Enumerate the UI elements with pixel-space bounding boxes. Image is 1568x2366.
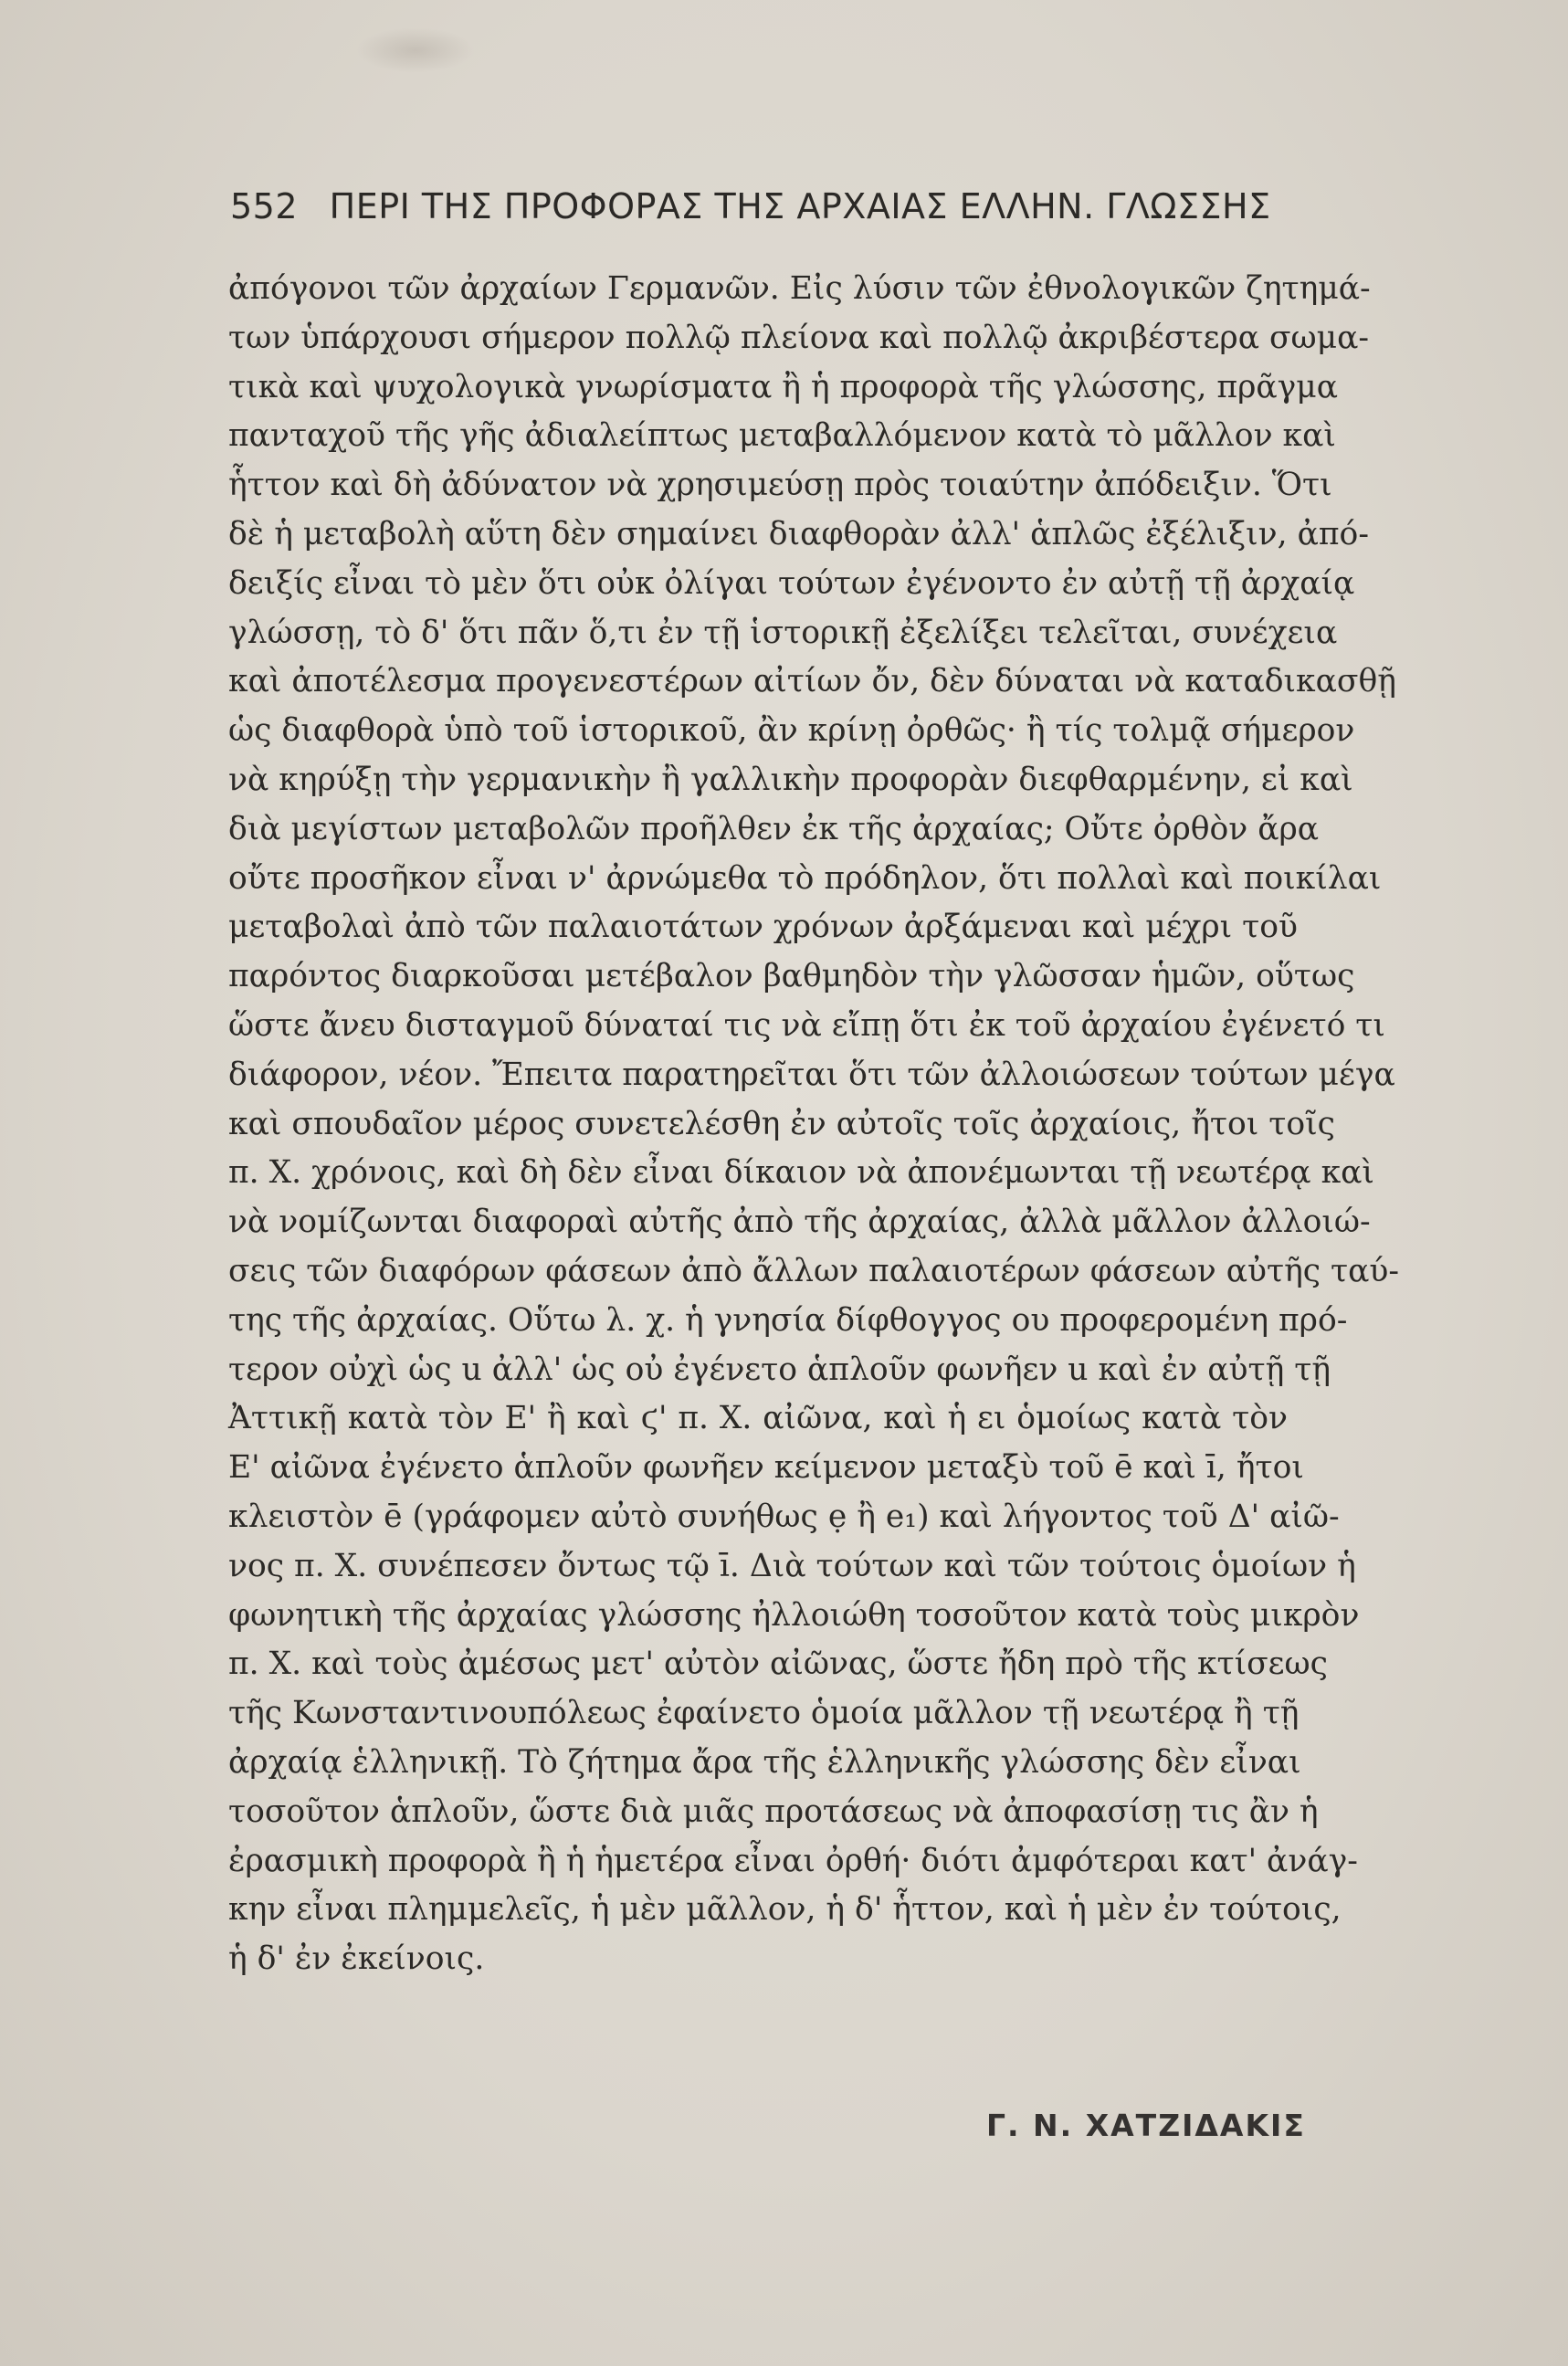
author-signature: Γ. Ν. ΧΑΤΖΙΔΑΚΙΣ: [986, 2108, 1306, 2143]
page-number: 552: [230, 186, 299, 226]
text-line: νὰ κηρύξῃ τὴν γερμανικὴν ἢ γαλλικὴν προφορὰν διεφθαρμένην, εἰ καὶ: [228, 761, 1353, 798]
text-line: σεις τῶν διαφόρων φάσεων ἀπὸ ἄλλων παλαιοτέρων φάσεων αὐτῆς ταύ-: [228, 1252, 1400, 1289]
text-line: π. Χ. καὶ τοὺς ἀμέσως μετ' αὐτὸν αἰῶνας, ὥστε ἤδη πρὸ τῆς κτίσεως: [228, 1646, 1328, 1683]
text-line: π. Χ. χρόνοις, καὶ δὴ δὲν εἶναι δίκαιον νὰ ἀπονέμωνται τῇ νεωτέρᾳ καὶ: [228, 1154, 1374, 1192]
text-line: μεταβολαὶ ἀπὸ τῶν παλαιοτάτων χρόνων ἀρξάμεναι καὶ μέχρι τοῦ: [228, 909, 1298, 946]
text-line: νὰ νομίζωνται διαφοραὶ αὐτῆς ἀπὸ τῆς ἀρχαίας, ἀλλὰ μᾶλλον ἀλλοιώ-: [228, 1204, 1371, 1241]
text-line: τῆς Κωνσταντινουπόλεως ἐφαίνετο ὁμοία μᾶλλον τῇ νεωτέρᾳ ἢ τῇ: [228, 1695, 1300, 1732]
text-line: κλειστὸν ē (γράφομεν αὐτὸ συνήθως ẹ ἢ e₁) καὶ λήγοντος τοῦ Δ' αἰῶ-: [228, 1498, 1340, 1535]
text-line: διὰ μεγίστων μεταβολῶν προῆλθεν ἐκ τῆς ἀρχαίας; Οὔτε ὀρθὸν ἄρα: [228, 810, 1320, 847]
text-line: τερον οὐχὶ ὡς u ἀλλ' ὡς oὐ ἐγένετο ἁπλοῦν φωνῆεν u καὶ ἐν αὐτῇ τῇ: [228, 1351, 1331, 1388]
running-header: [230, 186, 1344, 226]
text-line: ἧττον καὶ δὴ ἀδύνατον νὰ χρησιμεύσῃ πρὸς τοιαύτην ἀπόδειξιν. Ὅτι: [228, 467, 1332, 504]
text-line: της τῆς ἀρχαίας. Οὕτω λ. χ. ἡ γνησία δίφθογγος ου προφερομένη πρό-: [228, 1301, 1348, 1339]
text-line: γλώσσῃ, τὸ δ' ὅτι πᾶν ὅ,τι ἐν τῇ ἱστορικῇ ἐξελίξει τελεῖται, συνέχεια: [228, 614, 1338, 651]
running-title: ΠΕΡΙ ΤΗΣ ΠΡΟΦΟΡΑΣ ΤΗΣ ΑΡΧΑΙΑΣ ΕΛΛΗΝ. ΓΛΩΣΣΗΣ: [329, 186, 1271, 226]
text-line: ἡ δ' ἐν ἐκείνοις.: [228, 1940, 485, 1978]
text-line: ἐρασμικὴ προφορὰ ἢ ἡ ἡμετέρα εἶναι ὀρθή· διότι ἀμφότεραι κατ' ἀνάγ-: [228, 1842, 1358, 1879]
text-line: Ἀττικῇ κατὰ τὸν Ε' ἢ καὶ ϛ' π. Χ. αἰῶνα, καὶ ἡ ει ὁμοίως κατὰ τὸν: [228, 1400, 1288, 1437]
text-line: δειξίς εἶναι τὸ μὲν ὅτι οὐκ ὀλίγαι τούτων ἐγένοντο ἐν αὐτῇ τῇ ἀρχαίᾳ: [228, 564, 1355, 602]
text-line: φωνητικὴ τῆς ἀρχαίας γλώσσης ἠλλοιώθη τοσοῦτον κατὰ τοὺς μικρὸν: [228, 1596, 1360, 1634]
text-line: ἀπόγονοι τῶν ἀρχαίων Γερμανῶν. Εἰς λύσιν τῶν ἐθνολογικῶν ζητημά-: [228, 270, 1371, 307]
text-line: πανταχοῦ τῆς γῆς ἀδιαλείπτως μεταβαλλόμενον κατὰ τὸ μᾶλλον καὶ: [228, 417, 1336, 455]
text-line: ὥστε ἄνευ δισταγμοῦ δύναταί τις νὰ εἴπῃ ὅτι ἐκ τοῦ ἀρχαίου ἐγένετό τι: [228, 1006, 1385, 1044]
text-line: τοσοῦτον ἁπλοῦν, ὥστε διὰ μιᾶς προτάσεως νὰ ἀποφασίσῃ τις ἂν ἡ: [228, 1793, 1319, 1830]
text-line: νος π. Χ. συνέπεσεν ὄντως τῷ ī. Διὰ τούτων καὶ τῶν τούτοις ὁμοίων ἡ: [228, 1547, 1356, 1584]
text-line: δὲ ἡ μεταβολὴ αὕτη δὲν σημαίνει διαφθορὰν ἀλλ' ἁπλῶς ἐξέλιξιν, ἀπό-: [228, 515, 1369, 552]
text-line: ὡς διαφθορὰ ὑπὸ τοῦ ἱστορικοῦ, ἂν κρίνῃ ὀρθῶς· ἢ τίς τολμᾷ σήμερον: [228, 712, 1355, 750]
text-line: καὶ ἀποτέλεσμα προγενεστέρων αἰτίων ὄν, δὲν δύναται νὰ καταδικασθῇ: [228, 663, 1396, 700]
text-line: ἀρχαίᾳ ἑλληνικῇ. Τὸ ζήτημα ἄρα τῆς ἑλληνικῆς γλώσσης δὲν εἶναι: [228, 1743, 1301, 1781]
text-line: παρόντος διαρκοῦσαι μετέβαλον βαθμηδὸν τὴν γλῶσσαν ἡμῶν, οὕτως: [228, 958, 1355, 995]
text-line: οὔτε προσῆκον εἶναι ν' ἀρνώμεθα τὸ πρόδηλον, ὅτι πολλαὶ καὶ ποικίλαι: [228, 859, 1382, 897]
text-line: Ε' αἰῶνα ἐγένετο ἁπλοῦν φωνῆεν κείμενον μεταξὺ τοῦ ē καὶ ī, ἤτοι: [228, 1449, 1304, 1487]
text-line: τικὰ καὶ ψυχολογικὰ γνωρίσματα ἢ ἡ προφορὰ τῆς γλώσσης, πρᾶγμα: [228, 368, 1339, 405]
text-line: των ὑπάρχουσι σήμερον πολλῷ πλείονα καὶ πολλῷ ἀκριβέστερα σωμα-: [228, 319, 1370, 356]
text-line: διάφορον, νέον. Ἔπειτα παρατηρεῖται ὅτι τῶν ἀλλοιώσεων τούτων μέγα: [228, 1056, 1395, 1093]
text-line: κην εἶναι πλημμελεῖς, ἡ μὲν μᾶλλον, ἡ δ' ἧττον, καὶ ἡ μὲν ἐν τούτοις,: [228, 1891, 1342, 1929]
body-text: [228, 265, 1400, 1984]
text-line: καὶ σπουδαῖον μέρος συνετελέσθη ἐν αὐτοῖς τοῖς ἀρχαίοις, ἤτοι τοῖς: [228, 1105, 1335, 1142]
paper-smudge: [356, 27, 475, 73]
